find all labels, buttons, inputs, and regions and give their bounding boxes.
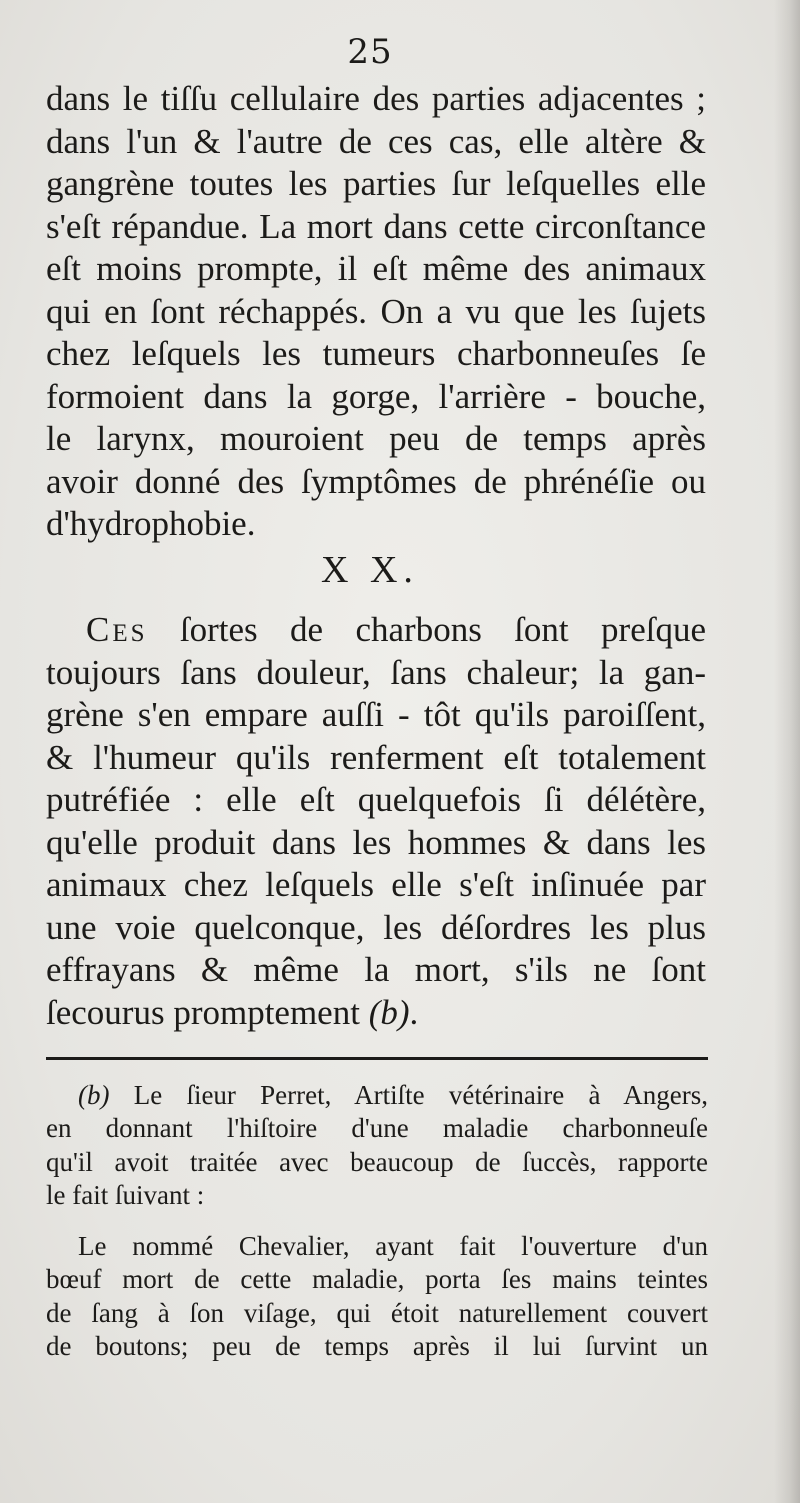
- footnote-line: bœuf mort de cette maladie, porta ſes mains teintes: [46, 1264, 708, 1295]
- text-line: avoir donné des ſymptômes de phrénéſie ou: [46, 461, 706, 501]
- paragraph-1: [46, 78, 706, 546]
- text-line: putréfiée : elle eſt quelquefois ſi délétère,: [46, 780, 706, 819]
- footnote-line: en donnant l'hiſtoire d'une maladie charbonneuſe: [46, 1113, 708, 1144]
- footnote-gap: [46, 1212, 708, 1230]
- footnote-line: de ſang à ſon viſage, qui étoit naturellement couvert: [46, 1297, 708, 1328]
- text-line: une voie quelconque, les déſordres les plus: [46, 907, 706, 947]
- footnote-line: le fait ſuivant :: [46, 1179, 205, 1210]
- section-heading: X X.: [321, 549, 419, 591]
- footnote-line-first: [46, 1079, 708, 1112]
- text-line-end: .: [409, 992, 419, 1032]
- text-line: dans le tiſſu cellulaire des parties adjacentes ;: [46, 79, 706, 118]
- text-line: toujours ſans douleur, ſans chaleur; la gan-: [46, 652, 706, 692]
- footnote: [46, 1079, 708, 1363]
- text-line: animaux chez leſquels elle s'eſt inſinuée par: [46, 865, 706, 904]
- footnote-line: Le nommé Chevalier, ayant fait l'ouverture d'un: [78, 1231, 708, 1262]
- text-line: gangrène toutes les parties ſur leſquelles elle: [46, 164, 706, 203]
- footnote-reference[interactable]: (b): [368, 992, 410, 1032]
- footnote-line-rest: Le ſieur Perret, Artiſte vétérinaire à Angers,: [109, 1080, 708, 1110]
- text-line-text: ſecourus promptement: [46, 992, 369, 1032]
- text-line: s'eſt répandue. La mort dans cette circonſtance: [46, 206, 706, 246]
- text-line: & l'humeur qu'ils renferment eſt totalement: [46, 737, 706, 777]
- text-line-first: [46, 609, 706, 652]
- footnote-rule: [46, 1057, 708, 1060]
- page-edge-shadow: [774, 0, 800, 1503]
- dropcap-word: Ces: [86, 610, 148, 649]
- text-line: effrayans & même la mort, s'ils ne ſont: [46, 950, 706, 989]
- paragraph-2: [46, 609, 706, 1034]
- text-line: formoient dans la gorge, l'arrière - bouche,: [46, 376, 706, 416]
- text-line: le larynx, mouroient peu de temps après: [46, 419, 706, 458]
- text-line: qu'elle produit dans les hommes & dans les: [46, 822, 706, 862]
- text-line: d'hydrophobie.: [46, 504, 256, 543]
- footnote-line: de boutons; peu de temps après il lui ſurvint un: [46, 1331, 708, 1362]
- footnote-marker: (b): [78, 1080, 110, 1110]
- text-line: qui en ſont réchappés. On a vu que les ſujets: [46, 291, 706, 331]
- text-line: dans l'un & l'autre de ces cas, elle altère &: [46, 121, 706, 161]
- footnote-line: qu'il avoit traitée avec beaucoup de ſuccès, rapporte: [46, 1146, 708, 1177]
- page-number: 25: [347, 32, 393, 72]
- text-line-last: [46, 992, 706, 1035]
- text-line-rest: ſortes de charbons ſont preſque: [147, 610, 706, 649]
- text-line: grène s'en empare auſſi - tôt qu'ils paroiſſent,: [46, 695, 706, 734]
- text-line: eſt moins prompte, il eſt même des animaux: [46, 249, 706, 288]
- text-line: chez leſquels les tumeurs charbonneuſes ſe: [46, 334, 706, 373]
